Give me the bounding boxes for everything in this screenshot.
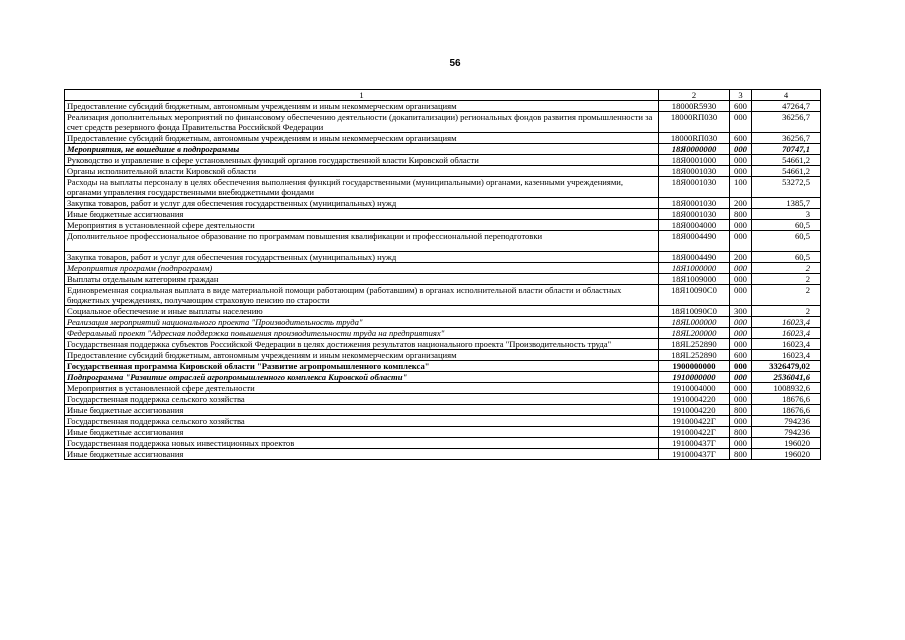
table-row (65, 449, 821, 460)
table-row (65, 317, 821, 328)
row-amount-cell: 36256,7 (752, 133, 821, 144)
row-code-cell: 18Я0004000 (659, 220, 730, 231)
row-type-cell: 000 (730, 361, 752, 372)
table-row (65, 263, 821, 274)
row-amount-cell: 53272,5 (752, 177, 821, 198)
row-name-cell: Предоставление субсидий бюджетным, автономным учреждениям и иным некоммерческим организациям (65, 101, 659, 112)
table-row (65, 144, 821, 155)
table-row (65, 372, 821, 383)
row-type-cell: 000 (730, 394, 752, 405)
row-amount-cell: 60,5 (752, 220, 821, 231)
row-type-cell: 600 (730, 350, 752, 361)
row-code-cell: 18ЯL252890 (659, 350, 730, 361)
header-cell-4: 4 (752, 90, 821, 101)
row-name-cell: Государственная поддержка сельского хозяйства (65, 394, 659, 405)
row-code-cell: 18000R5930 (659, 101, 730, 112)
row-amount-cell: 2 (752, 263, 821, 274)
row-amount-cell: 2 (752, 306, 821, 317)
row-type-cell: 300 (730, 306, 752, 317)
row-code-cell: 18Я0001000 (659, 155, 730, 166)
row-type-cell: 000 (730, 112, 752, 133)
row-name-cell: Реализация дополнительных мероприятий по финансовому обеспечению деятельности (докапитализации) региональных фондов развития промышленности за счет средств резервного фонда Правительства Российской Федерации (65, 112, 659, 133)
row-name-cell: Закупка товаров, работ и услуг для обеспечения государственных (муниципальных) нужд (65, 252, 659, 263)
table-row (65, 252, 821, 263)
row-amount-cell: 196020 (752, 438, 821, 449)
row-amount-cell: 1385,7 (752, 198, 821, 209)
table-row (65, 405, 821, 416)
row-type-cell: 000 (730, 155, 752, 166)
row-type-cell: 000 (730, 231, 752, 252)
row-type-cell: 200 (730, 198, 752, 209)
row-amount-cell: 2 (752, 285, 821, 306)
table-row (65, 328, 821, 339)
row-type-cell: 800 (730, 427, 752, 438)
row-code-cell: 1910004220 (659, 394, 730, 405)
row-name-cell: Руководство и управление в сфере установленных функций органов государственной власти Кировской области (65, 155, 659, 166)
row-name-cell: Предоставление субсидий бюджетным, автономным учреждениям и иным некоммерческим организациям (65, 133, 659, 144)
header-cell-3: 3 (730, 90, 752, 101)
row-amount-cell: 18676,6 (752, 405, 821, 416)
row-code-cell: 18Я0000000 (659, 144, 730, 155)
table-row (65, 220, 821, 231)
row-code-cell: 1900000000 (659, 361, 730, 372)
row-name-cell: Предоставление субсидий бюджетным, автономным учреждениям и иным некоммерческим организациям (65, 350, 659, 361)
row-name-cell: Расходы на выплаты персоналу в целях обеспечения выполнения функций государственными (муниципальными) органами, казенными учреждениями, органами управления государственными внебюджетными фондами (65, 177, 659, 198)
row-amount-cell: 36256,7 (752, 112, 821, 133)
row-code-cell: 18Я1009000 (659, 274, 730, 285)
row-code-cell: 18ЯL000000 (659, 317, 730, 328)
table-row (65, 383, 821, 394)
row-type-cell: 200 (730, 252, 752, 263)
row-amount-cell: 2 (752, 274, 821, 285)
table-row (65, 166, 821, 177)
row-name-cell: Реализация мероприятий национального проекта "Производительность труда" (65, 317, 659, 328)
table-row (65, 394, 821, 405)
table-header-row (65, 90, 821, 101)
row-name-cell: Государственная программа Кировской области "Развитие агропромышленного комплекса" (65, 361, 659, 372)
row-name-cell: Государственная поддержка новых инвестиционных проектов (65, 438, 659, 449)
row-type-cell: 600 (730, 133, 752, 144)
row-name-cell: Мероприятия в установленной сфере деятельности (65, 383, 659, 394)
row-name-cell: Федеральный проект "Адресная поддержка повышения производительности труда на предприятиях" (65, 328, 659, 339)
table-row (65, 133, 821, 144)
row-code-cell: 18Я0004490 (659, 231, 730, 252)
table-row (65, 306, 821, 317)
row-name-cell: Мероприятия, не вошедшие в подпрограммы (65, 144, 659, 155)
row-name-cell: Закупка товаров, работ и услуг для обеспечения государственных (муниципальных) нужд (65, 198, 659, 209)
row-amount-cell: 60,5 (752, 231, 821, 252)
row-type-cell: 800 (730, 209, 752, 220)
row-type-cell: 000 (730, 144, 752, 155)
row-code-cell: 191000437Г (659, 449, 730, 460)
page-number: 56 (449, 58, 461, 69)
row-name-cell: Единовременная социальная выплата в виде материальной помощи работающим (работавшим) в органах исполнительной власти области и областных бюджетных учреждениях, получающим страховую пенсию по старости (65, 285, 659, 306)
table-row (65, 361, 821, 372)
row-name-cell: Государственная поддержка субъектов Российской Федерации в целях достижения результатов национального проекта "Производительность труда" (65, 339, 659, 350)
table-row (65, 416, 821, 427)
table-row (65, 350, 821, 361)
row-code-cell: 1910004000 (659, 383, 730, 394)
row-name-cell: Иные бюджетные ассигнования (65, 209, 659, 220)
row-amount-cell: 54661,2 (752, 166, 821, 177)
table-row (65, 339, 821, 350)
row-type-cell: 800 (730, 449, 752, 460)
row-code-cell: 18Я0001030 (659, 177, 730, 198)
row-amount-cell: 794236 (752, 416, 821, 427)
row-type-cell: 000 (730, 372, 752, 383)
table-row (65, 427, 821, 438)
row-code-cell: 18000RП030 (659, 112, 730, 133)
row-code-cell: 18Я1000000 (659, 263, 730, 274)
row-code-cell: 18000RП030 (659, 133, 730, 144)
row-amount-cell: 16023,4 (752, 350, 821, 361)
row-code-cell: 18Я10090С0 (659, 306, 730, 317)
row-type-cell: 000 (730, 438, 752, 449)
row-name-cell: Дополнительное профессиональное образование по программам повышения квалификации и профессиональной переподготовки (65, 231, 659, 252)
row-name-cell: Социальное обеспечение и иные выплаты населению (65, 306, 659, 317)
row-amount-cell: 54661,2 (752, 155, 821, 166)
row-amount-cell: 1008932,6 (752, 383, 821, 394)
row-code-cell: 191000437Г (659, 438, 730, 449)
row-type-cell: 000 (730, 274, 752, 285)
row-type-cell: 000 (730, 263, 752, 274)
row-amount-cell: 3326479,02 (752, 361, 821, 372)
row-type-cell: 000 (730, 328, 752, 339)
row-type-cell: 000 (730, 285, 752, 306)
table-row (65, 438, 821, 449)
row-name-cell: Выплаты отдельным категориям граждан (65, 274, 659, 285)
row-amount-cell: 70747,1 (752, 144, 821, 155)
row-code-cell: 18ЯL252890 (659, 339, 730, 350)
header-cell-2: 2 (659, 90, 730, 101)
row-name-cell: Иные бюджетные ассигнования (65, 405, 659, 416)
row-name-cell: Органы исполнительной власти Кировской области (65, 166, 659, 177)
row-amount-cell: 196020 (752, 449, 821, 460)
row-type-cell: 000 (730, 416, 752, 427)
row-type-cell: 800 (730, 405, 752, 416)
table-row (65, 231, 821, 252)
table-row (65, 101, 821, 112)
row-name-cell: Мероприятия в установленной сфере деятельности (65, 220, 659, 231)
row-amount-cell: 60,5 (752, 252, 821, 263)
header-cell-1: 1 (65, 90, 659, 101)
table-row (65, 177, 821, 198)
row-name-cell: Иные бюджетные ассигнования (65, 427, 659, 438)
row-type-cell: 100 (730, 177, 752, 198)
table-row (65, 198, 821, 209)
row-type-cell: 000 (730, 317, 752, 328)
row-code-cell: 18Я0001030 (659, 166, 730, 177)
row-amount-cell: 2536041,6 (752, 372, 821, 383)
row-code-cell: 1910004220 (659, 405, 730, 416)
row-code-cell: 18ЯL200000 (659, 328, 730, 339)
row-code-cell: 18Я10090С0 (659, 285, 730, 306)
row-code-cell: 1910000000 (659, 372, 730, 383)
row-amount-cell: 16023,4 (752, 328, 821, 339)
row-name-cell: Государственная поддержка сельского хозяйства (65, 416, 659, 427)
row-amount-cell: 18676,6 (752, 394, 821, 405)
row-code-cell: 191000422Г (659, 416, 730, 427)
row-name-cell: Мероприятия программ (подпрограмм) (65, 263, 659, 274)
row-name-cell: Подпрограмма "Развитие отраслей агропромышленного комплекса Кировской области" (65, 372, 659, 383)
table-row (65, 285, 821, 306)
table-row (65, 209, 821, 220)
row-amount-cell: 794236 (752, 427, 821, 438)
row-code-cell: 18Я0001030 (659, 198, 730, 209)
table-row (65, 155, 821, 166)
row-code-cell: 191000422Г (659, 427, 730, 438)
row-type-cell: 000 (730, 383, 752, 394)
row-amount-cell: 16023,4 (752, 339, 821, 350)
row-amount-cell: 3 (752, 209, 821, 220)
row-type-cell: 000 (730, 166, 752, 177)
row-type-cell: 000 (730, 220, 752, 231)
row-name-cell: Иные бюджетные ассигнования (65, 449, 659, 460)
row-code-cell: 18Я0004490 (659, 252, 730, 263)
table-row (65, 274, 821, 285)
row-amount-cell: 16023,4 (752, 317, 821, 328)
row-code-cell: 18Я0001030 (659, 209, 730, 220)
budget-table (64, 89, 821, 460)
row-amount-cell: 47264,7 (752, 101, 821, 112)
row-type-cell: 600 (730, 101, 752, 112)
row-type-cell: 000 (730, 339, 752, 350)
table-row (65, 112, 821, 133)
